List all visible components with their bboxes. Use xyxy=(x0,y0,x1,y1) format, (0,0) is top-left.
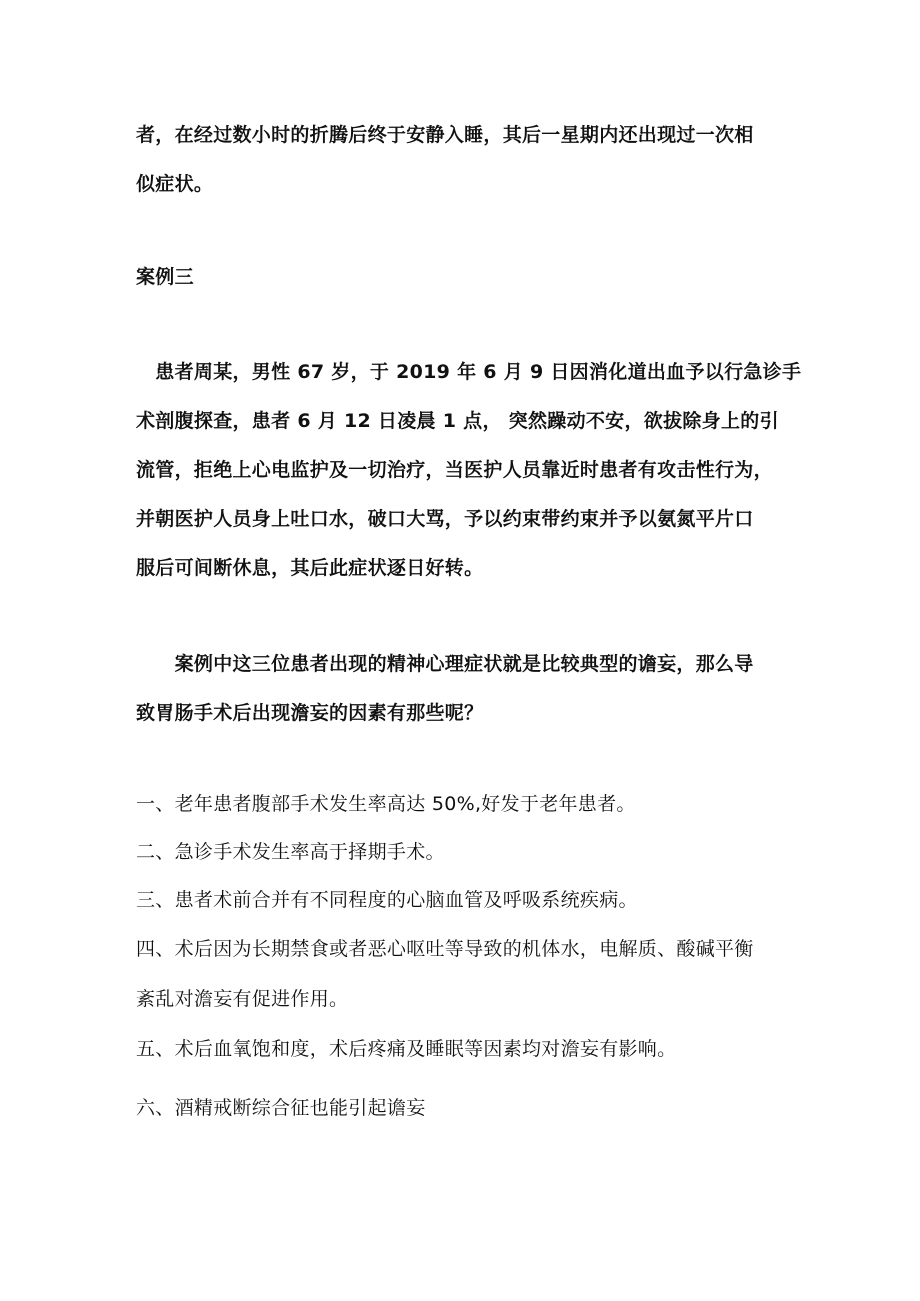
paragraph-line: 服后可间断休息，其后此症状逐日好转。 xyxy=(136,557,484,579)
list-item-continuation: 紊乱对澹妄有促进作用。 xyxy=(136,988,349,1010)
list-item: 一、老年患者腹部手术发生率高达 50%,好发于老年患者。 xyxy=(136,793,636,815)
paragraph-line: 患者周某，男性 67 岁，于 2019 年 6 月 9 日因消化道出血予以行急诊手 xyxy=(136,361,802,383)
paragraph-line: 致胃肠手术后出现澹妄的因素有那些呢？ xyxy=(136,702,484,724)
list-item: 六、酒精戒断综合征也能引起谵妄 xyxy=(136,1097,426,1119)
list-item: 五、术后血氧饱和度，术后疼痛及睡眠等因素均对澹妄有影响。 xyxy=(136,1038,677,1060)
list-item: 四、术后因为长期禁食或者恶心呕吐等导致的机体水，电解质、酸碱平衡 xyxy=(136,938,754,960)
paragraph-line: 案例中这三位患者出现的精神心理症状就是比较典型的谵妄，那么导 xyxy=(136,653,754,675)
paragraph-line: 并朝医护人员身上吐口水，破口大骂，予以约束带约束并予以氨氮平片口 xyxy=(136,508,754,530)
list-item: 二、急诊手术发生率高于择期手术。 xyxy=(136,841,445,863)
paragraph-line: 术剖腹探查，患者 6 月 12 日凌晨 1 点， 突然躁动不安，欲拔除身上的引 xyxy=(136,410,779,432)
paragraph-line: 似症状。 xyxy=(136,173,214,195)
paragraph-line: 者，在经过数小时的折腾后终于安静入睡，其后一星期内还出现过一次相 xyxy=(136,124,754,146)
list-item: 三、患者术前合并有不同程度的心脑血管及呼吸系统疾病。 xyxy=(136,889,638,911)
paragraph-line: 流管，拒绝上心电监护及一切治疗，当医护人员靠近时患者有攻击性行为， xyxy=(136,459,773,481)
section-heading: 案例三 xyxy=(136,266,194,288)
